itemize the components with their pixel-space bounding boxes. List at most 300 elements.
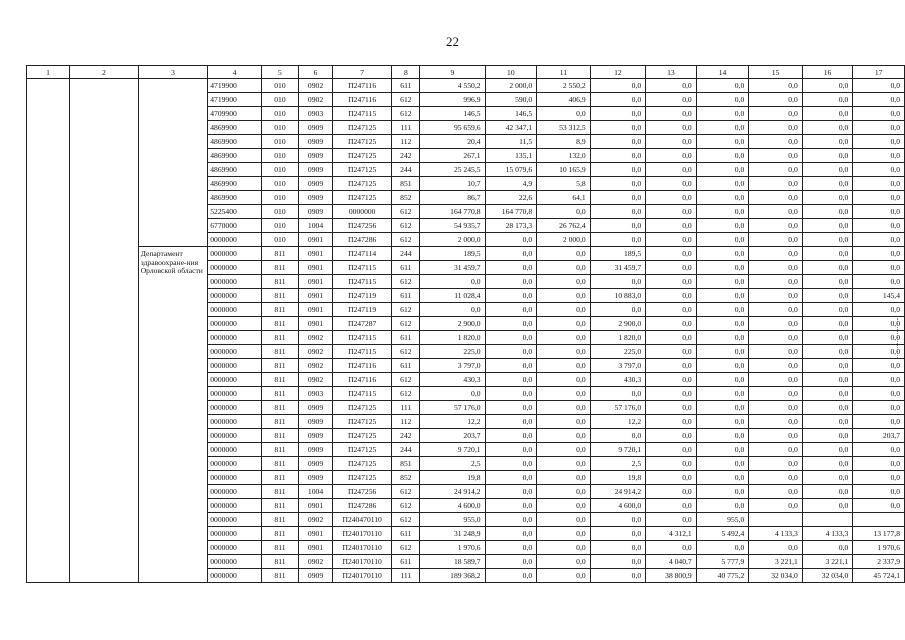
table-cell: П247125 (332, 121, 392, 135)
col1-empty-cell (27, 79, 70, 583)
table-cell: 0,0 (590, 527, 645, 541)
table-cell: 24 914,2 (590, 485, 645, 499)
table-cell: 0,0 (485, 303, 537, 317)
table-cell: 0000000 (208, 485, 261, 499)
table-cell: 0000000 (332, 205, 392, 219)
table-cell: П240170110 (332, 541, 392, 555)
table-cell: 0,0 (696, 345, 749, 359)
table-cell: 0,0 (537, 401, 591, 415)
table-body (27, 79, 905, 583)
table-cell: 0,0 (802, 219, 853, 233)
table-cell: 0,0 (646, 345, 697, 359)
table-cell: 0903 (299, 387, 333, 401)
table-cell: 4869900 (208, 149, 261, 163)
table-cell: 0901 (299, 303, 333, 317)
table-cell: 811 (261, 359, 298, 373)
table-cell: 0,0 (749, 429, 803, 443)
header-row (27, 66, 905, 79)
column-header: 7 (332, 66, 392, 79)
table-cell: 811 (261, 443, 298, 457)
table-cell: 852 (392, 191, 420, 205)
table-cell: 0,0 (696, 387, 749, 401)
table-cell: 3 797,0 (590, 359, 645, 373)
col2-empty-cell (70, 79, 139, 583)
table-cell: 0000000 (208, 429, 261, 443)
table-cell: 0,0 (802, 135, 853, 149)
table-cell: 0909 (299, 163, 333, 177)
table-cell: 189,5 (590, 247, 645, 261)
table-cell: 811 (261, 345, 298, 359)
table-cell: 1 820,0 (590, 331, 645, 345)
table-cell: 0,0 (749, 345, 803, 359)
table-cell: 0,0 (485, 247, 537, 261)
table-cell: 0000000 (208, 275, 261, 289)
table-cell: 0,0 (853, 401, 905, 415)
table-cell: 0,0 (696, 471, 749, 485)
table-cell: П247119 (332, 289, 392, 303)
table-cell: 0,0 (646, 513, 697, 527)
table-cell: 0,0 (696, 135, 749, 149)
table-cell: 0,0 (853, 303, 905, 317)
table-cell: 0,0 (696, 149, 749, 163)
table-cell: 0,0 (696, 373, 749, 387)
table-cell: 0,0 (853, 219, 905, 233)
table-cell: 811 (261, 541, 298, 555)
table-cell: 811 (261, 373, 298, 387)
table-cell: П247286 (332, 233, 392, 247)
table-cell: 0,0 (696, 107, 749, 121)
column-header: 1 (27, 66, 70, 79)
table-cell: 42 347,1 (485, 121, 537, 135)
table-cell: 0,0 (646, 79, 697, 93)
table-cell: 0,0 (590, 303, 645, 317)
table-cell: 0,0 (749, 541, 803, 555)
table-cell: 0,0 (853, 261, 905, 275)
table-cell: 0,0 (749, 401, 803, 415)
table-cell: 0,0 (485, 331, 537, 345)
table-cell: 11 028,4 (420, 289, 485, 303)
table-cell: 0,0 (537, 247, 591, 261)
table-cell: 0909 (299, 443, 333, 457)
table-cell: 0,0 (646, 233, 697, 247)
table-cell: П247287 (332, 317, 392, 331)
table-cell: 0,0 (802, 247, 853, 261)
table-cell: 86,7 (420, 191, 485, 205)
table-cell: 612 (392, 345, 420, 359)
table-cell: 0909 (299, 569, 333, 583)
table-cell: 811 (261, 555, 298, 569)
table-cell: 0,0 (485, 457, 537, 471)
table-cell: 4719900 (208, 93, 261, 107)
table-cell: 0,0 (646, 135, 697, 149)
table-cell: 0,0 (646, 457, 697, 471)
table-cell: 0,0 (802, 471, 853, 485)
table-cell: 0902 (299, 345, 333, 359)
table-cell: 19,8 (590, 471, 645, 485)
table-cell: 0,0 (420, 303, 485, 317)
table-cell: 0,0 (537, 317, 591, 331)
table-cell: 5 492,4 (696, 527, 749, 541)
table-cell: 010 (261, 121, 298, 135)
table-cell: 0,0 (802, 205, 853, 219)
table-cell: 0902 (299, 359, 333, 373)
table-cell: 0909 (299, 429, 333, 443)
table-cell: 0,0 (749, 261, 803, 275)
table-cell: 0,0 (749, 121, 803, 135)
table-cell: 12,2 (420, 415, 485, 429)
table-cell: 0,0 (696, 233, 749, 247)
table-cell: 0,0 (485, 261, 537, 275)
table-cell: 10,7 (420, 177, 485, 191)
table-cell: 0,0 (749, 79, 803, 93)
table-cell: 811 (261, 261, 298, 275)
table-cell: 0,0 (646, 331, 697, 345)
table-cell: 0,0 (696, 457, 749, 471)
table-cell: 0000000 (208, 233, 261, 247)
table-cell: П247125 (332, 443, 392, 457)
table-cell: 244 (392, 443, 420, 457)
table-cell: 4869900 (208, 191, 261, 205)
table-cell: П247125 (332, 163, 392, 177)
table-cell: 0,0 (749, 93, 803, 107)
table-cell: 0,0 (485, 359, 537, 373)
table-cell: 0,0 (485, 499, 537, 513)
table-cell: 0,0 (537, 415, 591, 429)
table-cell: 0,0 (802, 415, 853, 429)
table-cell: 4 040,7 (646, 555, 697, 569)
table-cell: 111 (392, 121, 420, 135)
table-cell: 0,0 (696, 415, 749, 429)
table-cell: 0,0 (590, 121, 645, 135)
table-cell: 0,0 (802, 191, 853, 205)
table-cell: 0,0 (537, 289, 591, 303)
table-cell: 0901 (299, 527, 333, 541)
table-cell: 0,0 (802, 93, 853, 107)
table-cell: 4869900 (208, 177, 261, 191)
table-cell: 0,0 (537, 429, 591, 443)
table-cell: 4 133,3 (802, 527, 853, 541)
scan-artifact (897, 318, 902, 358)
table-cell: П247125 (332, 415, 392, 429)
table-cell: 0,0 (853, 107, 905, 121)
table-cell: П247125 (332, 429, 392, 443)
table-cell: 0,0 (853, 457, 905, 471)
table-cell: 612 (392, 541, 420, 555)
table-cell: П247286 (332, 499, 392, 513)
table-cell: 0,0 (590, 177, 645, 191)
table-cell: 612 (392, 485, 420, 499)
table-cell: 0,0 (696, 177, 749, 191)
table-cell: 0000000 (208, 359, 261, 373)
table-cell: П247125 (332, 149, 392, 163)
table-cell: 0,0 (802, 429, 853, 443)
table-row (27, 247, 905, 261)
table-cell: П247115 (332, 331, 392, 345)
table-cell: 0,0 (853, 345, 905, 359)
table-cell: 0,0 (590, 93, 645, 107)
table-cell: 0,0 (537, 569, 591, 583)
table-cell: 0,0 (749, 247, 803, 261)
table-cell: 11,5 (485, 135, 537, 149)
table-cell: 0,0 (853, 443, 905, 457)
table-cell: 146,5 (420, 107, 485, 121)
table-cell: 0000000 (208, 303, 261, 317)
table-cell: 611 (392, 359, 420, 373)
page-number: 22 (446, 34, 459, 49)
table-cell: 611 (392, 79, 420, 93)
table-cell: 4719900 (208, 79, 261, 93)
table-cell: 0000000 (208, 261, 261, 275)
table-cell: 0909 (299, 457, 333, 471)
table-cell: 0,0 (802, 233, 853, 247)
table-cell: 0,0 (853, 163, 905, 177)
table-cell: 0,0 (802, 163, 853, 177)
table-row (27, 79, 905, 93)
table-cell: 811 (261, 471, 298, 485)
table-cell: 164 770,8 (420, 205, 485, 219)
table-cell: 0,0 (853, 79, 905, 93)
table-cell: 0,0 (696, 541, 749, 555)
table-cell: 0,0 (696, 303, 749, 317)
table-cell: 0909 (299, 191, 333, 205)
column-header: 14 (696, 66, 749, 79)
table-cell: 612 (392, 233, 420, 247)
table-cell: 189,5 (420, 247, 485, 261)
table-cell: 0,0 (485, 541, 537, 555)
table-cell: 0,0 (590, 163, 645, 177)
table-cell: 0,0 (537, 541, 591, 555)
table-cell: 0,0 (802, 107, 853, 121)
table-cell: 111 (392, 401, 420, 415)
table-cell: 0,0 (696, 205, 749, 219)
table-cell: П247125 (332, 135, 392, 149)
table-cell: 0,0 (853, 135, 905, 149)
table-cell: 996,9 (420, 93, 485, 107)
table-cell: 0,0 (802, 443, 853, 457)
table-cell: 0,0 (696, 93, 749, 107)
table-cell: 612 (392, 93, 420, 107)
table-cell: 0,0 (696, 219, 749, 233)
table-cell: 0,0 (853, 275, 905, 289)
table-cell: 0,0 (853, 121, 905, 135)
table-cell: 2 900,0 (420, 317, 485, 331)
table-cell: 0,0 (590, 541, 645, 555)
table-cell: 0901 (299, 275, 333, 289)
table-cell: 0902 (299, 93, 333, 107)
table-cell: 0,0 (749, 107, 803, 121)
table-cell: 4869900 (208, 121, 261, 135)
table-cell: 0,0 (485, 513, 537, 527)
table-cell: 0,0 (646, 317, 697, 331)
table-cell: 612 (392, 513, 420, 527)
table-cell: 57 176,0 (420, 401, 485, 415)
table-cell: 0,0 (537, 513, 591, 527)
column-header: 4 (208, 66, 261, 79)
table-cell: 0,0 (802, 289, 853, 303)
table-cell: 430,3 (590, 373, 645, 387)
table-cell: 010 (261, 219, 298, 233)
table-cell: 0909 (299, 415, 333, 429)
table-cell: 0,0 (485, 429, 537, 443)
table-cell: 0,0 (749, 373, 803, 387)
table-cell: 0,0 (646, 275, 697, 289)
table-cell: 0,0 (749, 233, 803, 247)
table-cell: 0,0 (696, 163, 749, 177)
table-cell: 811 (261, 485, 298, 499)
table-cell: 32 034,0 (802, 569, 853, 583)
table-cell: 0,0 (802, 303, 853, 317)
table-cell: 811 (261, 303, 298, 317)
table-cell: 010 (261, 93, 298, 107)
table-cell: 0,0 (802, 177, 853, 191)
table-cell: 0902 (299, 79, 333, 93)
table-cell: 0,0 (696, 317, 749, 331)
table-cell: 0,0 (537, 303, 591, 317)
column-header: 2 (70, 66, 139, 79)
table-cell: 0,0 (646, 499, 697, 513)
table-cell: 590,0 (485, 93, 537, 107)
table-cell: 0,0 (749, 443, 803, 457)
table-cell: 0,0 (537, 107, 591, 121)
table-cell: 57 176,0 (590, 401, 645, 415)
table-cell: 811 (261, 415, 298, 429)
table-cell: 0,0 (537, 555, 591, 569)
table-cell: 955,0 (696, 513, 749, 527)
table-cell: 0000000 (208, 499, 261, 513)
table-cell: 612 (392, 303, 420, 317)
table-cell: 20,4 (420, 135, 485, 149)
table-cell: 189 368,2 (420, 569, 485, 583)
column-header: 17 (853, 66, 905, 79)
column-header: 8 (392, 66, 420, 79)
table-cell: П247116 (332, 373, 392, 387)
table-cell: 0,0 (420, 275, 485, 289)
table-cell: П240170110 (332, 569, 392, 583)
table-cell: 0,0 (853, 499, 905, 513)
table-cell: 0909 (299, 121, 333, 135)
table-cell: П247125 (332, 191, 392, 205)
table-cell: 0901 (299, 541, 333, 555)
table-cell: 242 (392, 429, 420, 443)
table-cell: 2,5 (590, 457, 645, 471)
table-cell: 010 (261, 149, 298, 163)
table-cell: 1 970,6 (853, 541, 905, 555)
table-cell: П247115 (332, 107, 392, 121)
table-cell: 0,0 (590, 569, 645, 583)
table-cell: 0,0 (420, 387, 485, 401)
table-cell: 0,0 (749, 387, 803, 401)
table-cell: 0,0 (853, 149, 905, 163)
table-cell: 010 (261, 205, 298, 219)
table-cell: 0000000 (208, 415, 261, 429)
table-cell: 811 (261, 457, 298, 471)
table-cell: 0,0 (749, 457, 803, 471)
table-cell: 145,4 (853, 289, 905, 303)
table-cell: П247115 (332, 261, 392, 275)
table-cell: 95 659,6 (420, 121, 485, 135)
table-cell: 0902 (299, 331, 333, 345)
table-cell: П240170110 (332, 555, 392, 569)
table-cell: 8,9 (537, 135, 591, 149)
table-cell: 0,0 (590, 107, 645, 121)
table-cell: 0,0 (537, 527, 591, 541)
table-cell: 0901 (299, 499, 333, 513)
table-cell: 0,0 (749, 191, 803, 205)
table-cell: 0,0 (853, 317, 905, 331)
table-cell (853, 513, 905, 527)
table-cell: П247125 (332, 177, 392, 191)
table-cell: 3 221,1 (802, 555, 853, 569)
table-cell: 811 (261, 387, 298, 401)
table-cell: 0,0 (749, 135, 803, 149)
table-cell: 612 (392, 275, 420, 289)
table-cell: 0,0 (853, 93, 905, 107)
table-cell: 9 720,1 (590, 443, 645, 457)
table-cell: 2 000,0 (420, 233, 485, 247)
table-cell: 0,0 (537, 345, 591, 359)
table-cell: 0,0 (590, 513, 645, 527)
table-cell: 0,0 (802, 79, 853, 93)
table-cell: 612 (392, 373, 420, 387)
column-header: 5 (261, 66, 298, 79)
table-cell: 0,0 (537, 275, 591, 289)
table-cell: 0,0 (853, 247, 905, 261)
table-cell: 0,0 (749, 485, 803, 499)
table-cell: 0000000 (208, 289, 261, 303)
table-cell: 811 (261, 527, 298, 541)
table-cell: 0,0 (802, 317, 853, 331)
table-cell: 0,0 (749, 303, 803, 317)
table-cell: 0,0 (802, 275, 853, 289)
table-cell: П247115 (332, 387, 392, 401)
table-cell: 225,0 (590, 345, 645, 359)
budget-table (26, 65, 905, 583)
table-cell: 0,0 (646, 485, 697, 499)
table-cell: 0,0 (646, 261, 697, 275)
table-cell: П240170110 (332, 527, 392, 541)
column-header: 13 (646, 66, 697, 79)
table-cell: П247119 (332, 303, 392, 317)
column-header: 16 (802, 66, 853, 79)
table-cell: 1 820,0 (420, 331, 485, 345)
table-cell: 54 935,7 (420, 219, 485, 233)
table-cell: 0,0 (696, 121, 749, 135)
table-cell: 811 (261, 331, 298, 345)
table-cell: 28 173,3 (485, 219, 537, 233)
table-cell: 0,0 (646, 163, 697, 177)
table-cell: 1004 (299, 219, 333, 233)
table-cell: 430,3 (420, 373, 485, 387)
table-cell: 0,0 (802, 261, 853, 275)
table-cell: 2 000,0 (485, 79, 537, 93)
table-cell: 203,7 (420, 429, 485, 443)
table-cell: 203,7 (853, 429, 905, 443)
table-cell: 22,6 (485, 191, 537, 205)
table-cell: 0,0 (802, 345, 853, 359)
table-cell: 0,0 (802, 121, 853, 135)
table-cell: 0,0 (749, 275, 803, 289)
table-cell: 0,0 (485, 317, 537, 331)
table-cell: 0,0 (590, 191, 645, 205)
table-cell: 010 (261, 163, 298, 177)
table-cell: 0,0 (696, 79, 749, 93)
table-cell: 0,0 (696, 443, 749, 457)
table-cell: 0000000 (208, 443, 261, 457)
table-cell: 0000000 (208, 317, 261, 331)
table-cell: 0901 (299, 261, 333, 275)
table-cell: 0909 (299, 471, 333, 485)
table-cell: 0,0 (853, 177, 905, 191)
